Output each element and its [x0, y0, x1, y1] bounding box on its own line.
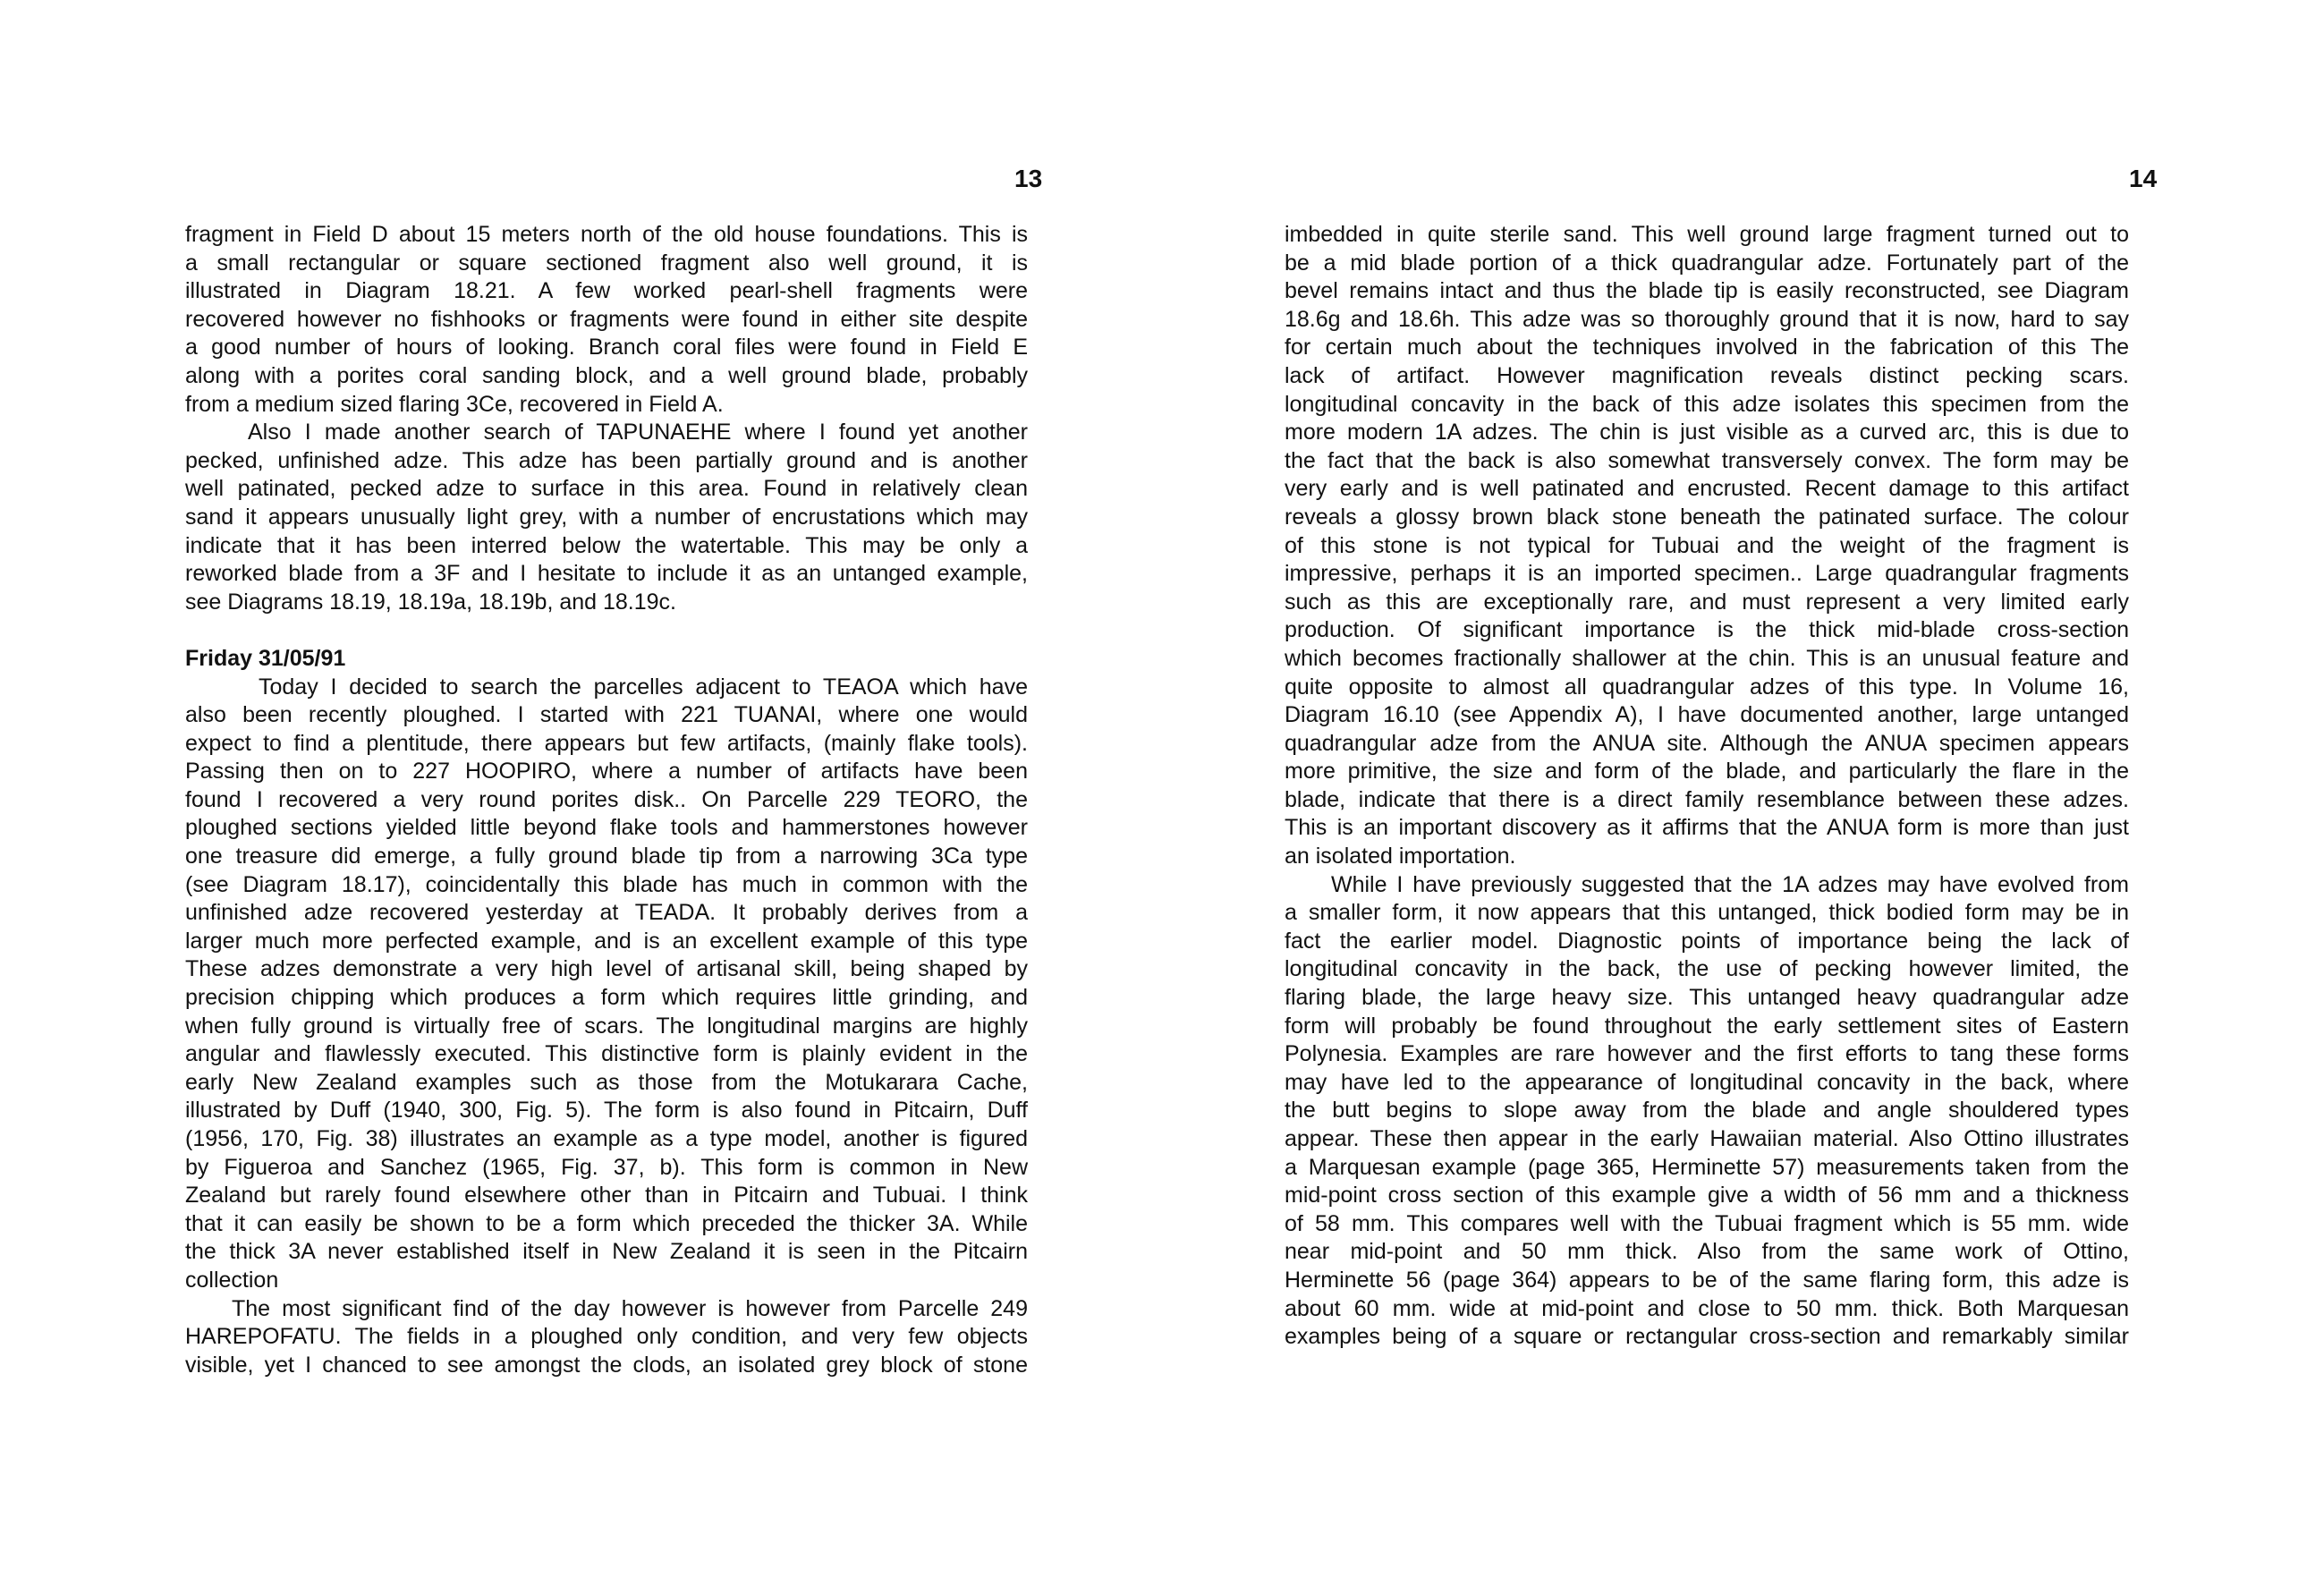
text-line: flaring blade, the large heavy size. This untanged heavy quadrangular adze: [1285, 985, 2129, 1011]
text-line: about 60 mm. wide at mid-point and close to 50 mm. thick. Both Marquesan: [1285, 1295, 2129, 1321]
text-line: While I have previously suggested that the 1A adzes may have evolved from: [1331, 871, 2129, 897]
text-line: indicate that it has been interred below the watertable. This may be only a: [185, 532, 1028, 558]
text-line: a Marquesan example (page 365, Herminette 57) measurements taken from the: [1285, 1154, 2129, 1180]
text-line: quadrangular adze from the ANUA site. Although the ANUA specimen appears: [1285, 730, 2129, 756]
text-line: longitudinal concavity in the back, the use of pecking however limited, the: [1285, 956, 2129, 982]
text-line: early New Zealand examples such as those from the Motukarara Cache,: [185, 1069, 1028, 1095]
text-line: ploughed sections yielded little beyond flake tools and hammerstones however: [185, 815, 1028, 841]
text-line: Also I made another search of TAPUNAEHE where I found yet another: [248, 420, 1028, 445]
text-line: along with a porites coral sanding block, and a well ground blade, probably: [185, 362, 1028, 388]
text-line: Passing then on to 227 HOOPIRO, where a number of artifacts have been: [185, 759, 1028, 784]
text-line: precision chipping which produces a form which requires little grinding, and: [185, 985, 1028, 1011]
text-line: appear. These then appear in the early Hawaiian material. Also Ottino illustrates: [1285, 1126, 2129, 1151]
page-number: 13: [1014, 165, 1043, 192]
text-line: of 58 mm. This compares well with the Tubuai fragment which is 55 mm. wide: [1285, 1210, 2129, 1236]
text-line: sand it appears unusually light grey, with a number of encrustations which may: [185, 504, 1028, 530]
paragraph-gap: [185, 616, 1028, 645]
text-line: when fully ground is virtually free of scars. The longitudinal margins are highly: [185, 1013, 1028, 1039]
text-line: one treasure did emerge, a fully ground blade tip from a narrowing 3Ca type: [185, 844, 1028, 869]
text-line: (see Diagram 18.17), coincidentally this blade has much in common with the: [185, 871, 1028, 897]
text-line: more modern 1A adzes. The chin is just visible as a curved arc, this is due to: [1285, 420, 2129, 445]
text-line: Zealand but rarely found elsewhere other than in Pitcairn and Tubuai. I think: [185, 1183, 1028, 1209]
text-line: by Figueroa and Sanchez (1965, Fig. 37, b). This form is common in New: [185, 1154, 1028, 1180]
text-line: from a medium sized flaring 3Ce, recovered in Field A.: [185, 391, 724, 417]
text-line: (1956, 170, Fig. 38) illustrates an example as a type model, another is figured: [185, 1126, 1028, 1151]
text-line: recovered however no fishhooks or fragments were found in either site despite: [185, 306, 1028, 332]
text-line: reveals a glossy brown black stone beneath the patinated surface. The colour: [1285, 504, 2129, 530]
text-line: production. Of significant importance is the thick mid-blade cross-section: [1285, 617, 2129, 643]
text-line: These adzes demonstrate a very high level of artisanal skill, being shaped by: [185, 956, 1028, 982]
text-line: reworked blade from a 3F and I hesitate to include it as an untanged example,: [185, 561, 1028, 587]
text-line: larger much more perfected example, and is an excellent example of this type: [185, 928, 1028, 954]
text-line: a smaller form, it now appears that this untanged, thick bodied form may be in: [1285, 900, 2129, 926]
text-line: quite opposite to almost all quadrangular adzes of this type. In Volume 16,: [1285, 674, 2129, 700]
body-text: [1285, 221, 2129, 1352]
text-line: a good number of hours of looking. Branch coral files were found in Field E: [185, 335, 1028, 360]
text-line: also been recently ploughed. I started with 221 TUANAI, where one would: [185, 702, 1028, 728]
text-line: near mid-point and 50 mm thick. Also from the same work of Ottino,: [1285, 1239, 2129, 1265]
text-line: the butt begins to slope away from the blade and angle shouldered types: [1285, 1098, 2129, 1124]
section-heading: Friday 31/05/91: [185, 645, 346, 671]
text-line: collection: [185, 1267, 279, 1293]
text-line: more primitive, the size and form of the blade, and particularly the flare in the: [1285, 759, 2129, 784]
text-line: found I recovered a very round porites disk.. On Parcelle 229 TEORO, the: [185, 786, 1028, 812]
text-line: unfinished adze recovered yesterday at TEADA. It probably derives from a: [185, 900, 1028, 926]
text-line: blade, indicate that there is a direct family resemblance between these adzes.: [1285, 786, 2129, 812]
text-line: HAREPOFATU. The fields in a ploughed only condition, and very few objects: [185, 1324, 1028, 1350]
text-line: a small rectangular or square sectioned fragment also well ground, it is: [185, 250, 1028, 276]
text-line: impressive, perhaps it is an imported specimen.. Large quadrangular fragments: [1285, 561, 2129, 587]
text-line: expect to find a plentitude, there appears but few artifacts, (mainly flake tools).: [185, 730, 1028, 756]
right-page: [1162, 0, 2324, 1569]
text-line: may have led to the appearance of longitudinal concavity in the back, where: [1285, 1069, 2129, 1095]
text-line: the thick 3A never established itself in New Zealand it is seen in the Pitcairn: [185, 1239, 1028, 1265]
text-line: imbedded in quite sterile sand. This well ground large fragment turned out to: [1285, 222, 2129, 247]
text-line: of this stone is not typical for Tubuai and the weight of the fragment is: [1285, 532, 2129, 558]
text-line: well patinated, pecked adze to surface in this area. Found in relatively clean: [185, 476, 1028, 502]
text-line: This is an important discovery as it affirms that the ANUA form is more than just: [1285, 815, 2129, 841]
text-line: bevel remains intact and thus the blade tip is easily reconstructed, see Diagram: [1285, 278, 2129, 304]
text-line: 18.6g and 18.6h. This adze was so thoroughly ground that it is now, hard to say: [1285, 306, 2129, 332]
text-line: very early and is well patinated and encrusted. Recent damage to this artifact: [1285, 476, 2129, 502]
text-line: illustrated by Duff (1940, 300, Fig. 5). The form is also found in Pitcairn, Duff: [185, 1098, 1028, 1124]
text-line: angular and flawlessly executed. This distinctive form is plainly evident in the: [185, 1041, 1028, 1067]
text-line: which becomes fractionally shallower at the chin. This is an unusual feature and: [1285, 645, 2129, 671]
text-line: Herminette 56 (page 364) appears to be of the same flaring form, this adze is: [1285, 1267, 2129, 1293]
text-line: lack of artifact. However magnification reveals distinct pecking scars.: [1285, 362, 2129, 388]
text-line: longitudinal concavity in the back of this adze isolates this specimen from the: [1285, 391, 2129, 417]
text-line: for certain much about the techniques involved in the fabrication of this The: [1285, 335, 2129, 360]
text-line: Polynesia. Examples are rare however and the first efforts to tang these forms: [1285, 1041, 2129, 1067]
text-line: form will probably be found throughout the early settlement sites of Eastern: [1285, 1013, 2129, 1039]
text-line: Diagram 16.10 (see Appendix A), I have documented another, large untanged: [1285, 702, 2129, 728]
body-text: [185, 221, 1028, 1379]
text-line: that it can easily be shown to be a form which preceded the thicker 3A. While: [185, 1210, 1028, 1236]
text-line: an isolated importation.: [1285, 844, 1516, 869]
text-line: illustrated in Diagram 18.21. A few worked pearl-shell fragments were: [185, 278, 1028, 304]
text-line: fact the earlier model. Diagnostic points of importance being the lack of: [1285, 928, 2129, 954]
page-number: 14: [2129, 165, 2158, 192]
text-line: mid-point cross section of this example give a width of 56 mm and a thickness: [1285, 1183, 2129, 1209]
text-line: fragment in Field D about 15 meters north of the old house foundations. This is: [185, 222, 1028, 247]
text-line: examples being of a square or rectangular cross-section and remarkably similar: [1285, 1324, 2129, 1350]
text-line: The most significant find of the day however is however from Parcelle 249: [232, 1295, 1028, 1321]
text-line: be a mid blade portion of a thick quadrangular adze. Fortunately part of the: [1285, 250, 2129, 276]
text-line: visible, yet I chanced to see amongst the clods, an isolated grey block of stone: [185, 1352, 1028, 1378]
text-line: the fact that the back is also somewhat transversely convex. The form may be: [1285, 447, 2129, 473]
text-line: Today I decided to search the parcelles adjacent to TEAOA which have: [259, 674, 1028, 700]
text-line: such as this are exceptionally rare, and must represent a very limited early: [1285, 589, 2129, 615]
text-line: pecked, unfinished adze. This adze has been partially ground and is another: [185, 447, 1028, 473]
text-line: see Diagrams 18.19, 18.19a, 18.19b, and 18.19c.: [185, 589, 676, 615]
